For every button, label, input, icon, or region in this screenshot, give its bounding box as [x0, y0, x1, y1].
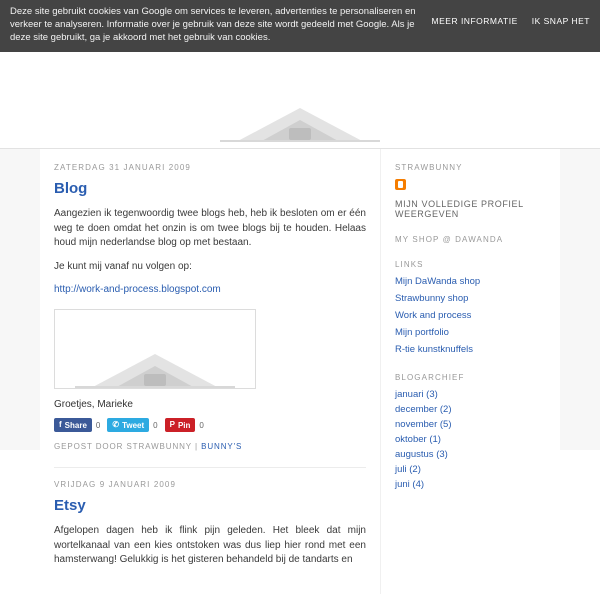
cookie-consent-text: Deze site gebruikt cookies van Google om services te leveren, advertenties te personaliseren en verkeer te analyseren. Informatie over je gebruik van deze site wordt gedeeld met Google. Als je deze site gebruikt, ga je akkoord met het gebruik van cookies. — [10, 6, 416, 43]
twitter-icon: ✆ — [112, 420, 120, 430]
post-paragraph: Aangezien ik tegenwoordig twee blogs heb, heb ik besloten om er één weg te doen omdat het onzin is om twee blogs bij te houden. Helaas houd mijn nederlandse blog op met bestaan. — [54, 208, 366, 249]
sidebar-profile-title: STRAWBUNNY — [395, 163, 463, 173]
twitter-share-button[interactable] — [107, 418, 149, 432]
main-column — [40, 149, 380, 594]
sidebar-archive-title: BLOGARCHIEF — [395, 372, 465, 382]
archive-link-item[interactable]: juni (4) — [395, 478, 425, 490]
sidebar-link-item[interactable]: R-tie kunstknuffels — [395, 343, 473, 355]
archive-link-item[interactable]: augustus (3) — [395, 448, 448, 460]
sidebar-archive-section — [395, 373, 548, 490]
post-broken-image-icon — [54, 309, 256, 389]
post-external-link[interactable]: http://work-and-process.blogspot.com — [54, 284, 221, 296]
post-date: VRIJDAG 9 JANUARI 2009 — [54, 480, 177, 490]
post-footer-separator: | — [195, 442, 198, 452]
twitter-share-count: 0 — [153, 420, 158, 430]
post-paragraph: Afgelopen dagen heb ik flink pijn geleden. Het bleek dat mijn wortelkanaal van een kies ontstoken was dus liep hier rond met een hamsterwang! Gelukkig is het gisteren behandeld bij de tandarts en — [54, 525, 366, 566]
broken-image-icon — [200, 82, 400, 142]
pinterest-share-button[interactable] — [165, 418, 196, 432]
post-label-link[interactable]: BUNNY'S — [201, 442, 243, 452]
facebook-share-count: 0 — [95, 420, 101, 430]
post-paragraph: Je kunt mij vanaf nu volgen op: — [54, 260, 192, 272]
sidebar-links-title: LINKS — [395, 260, 424, 270]
pinterest-share-count: 0 — [199, 420, 204, 430]
post-body — [54, 207, 366, 274]
cookie-consent-bar — [0, 0, 600, 52]
share-buttons-row — [54, 418, 366, 432]
sidebar — [380, 149, 560, 594]
sidebar-shop-title: MY SHOP @ DAWANDA — [395, 235, 504, 245]
post-body — [54, 524, 366, 568]
archive-link-item[interactable]: januari (3) — [395, 388, 438, 400]
sidebar-link-item[interactable]: Strawbunny shop — [395, 293, 469, 305]
archive-link-item[interactable]: december (2) — [395, 403, 452, 415]
accept-cookies-button[interactable]: IK SNAP HET — [531, 16, 590, 26]
blogger-profile-icon — [395, 179, 406, 190]
post-divider — [54, 467, 366, 468]
pinterest-share-label: Pin — [177, 420, 191, 430]
twitter-share-label: Tweet — [122, 420, 145, 430]
page-body — [0, 52, 600, 566]
sidebar-profile-section — [395, 163, 548, 219]
view-full-profile-link[interactable]: MIJN VOLLEDIGE PROFIEL WEERGEVEN — [395, 199, 524, 220]
blog-post — [54, 480, 366, 568]
cookie-consent-actions — [432, 6, 590, 26]
post-signoff: Groetjes, Marieke — [54, 399, 133, 411]
facebook-share-button[interactable] — [54, 418, 92, 432]
facebook-icon: f — [59, 420, 62, 430]
sidebar-links-section — [395, 260, 548, 356]
pinterest-icon: P — [169, 420, 175, 430]
post-author-prefix: GEPOST DOOR STRAWBUNNY — [54, 442, 192, 452]
banner-inner — [40, 52, 560, 148]
blog-header-banner — [0, 52, 600, 149]
archive-link-item[interactable]: oktober (1) — [395, 433, 441, 445]
sidebar-link-item[interactable]: Mijn portfolio — [395, 326, 449, 338]
post-title[interactable]: Etsy — [54, 497, 86, 515]
sidebar-link-item[interactable]: Work and process — [395, 310, 472, 322]
content-wrapper — [40, 149, 560, 594]
blog-post — [54, 163, 366, 451]
sidebar-link-item[interactable]: Mijn DaWanda shop — [395, 276, 481, 288]
archive-link-item[interactable]: juli (2) — [395, 463, 421, 475]
archive-link-item[interactable]: november (5) — [395, 418, 452, 430]
post-date: ZATERDAG 31 JANUARI 2009 — [54, 163, 191, 173]
post-title[interactable]: Blog — [54, 180, 88, 198]
facebook-share-label: Share — [64, 420, 87, 430]
sidebar-shop-section — [395, 235, 548, 244]
more-info-link[interactable]: MEER INFORMATIE — [431, 16, 518, 26]
